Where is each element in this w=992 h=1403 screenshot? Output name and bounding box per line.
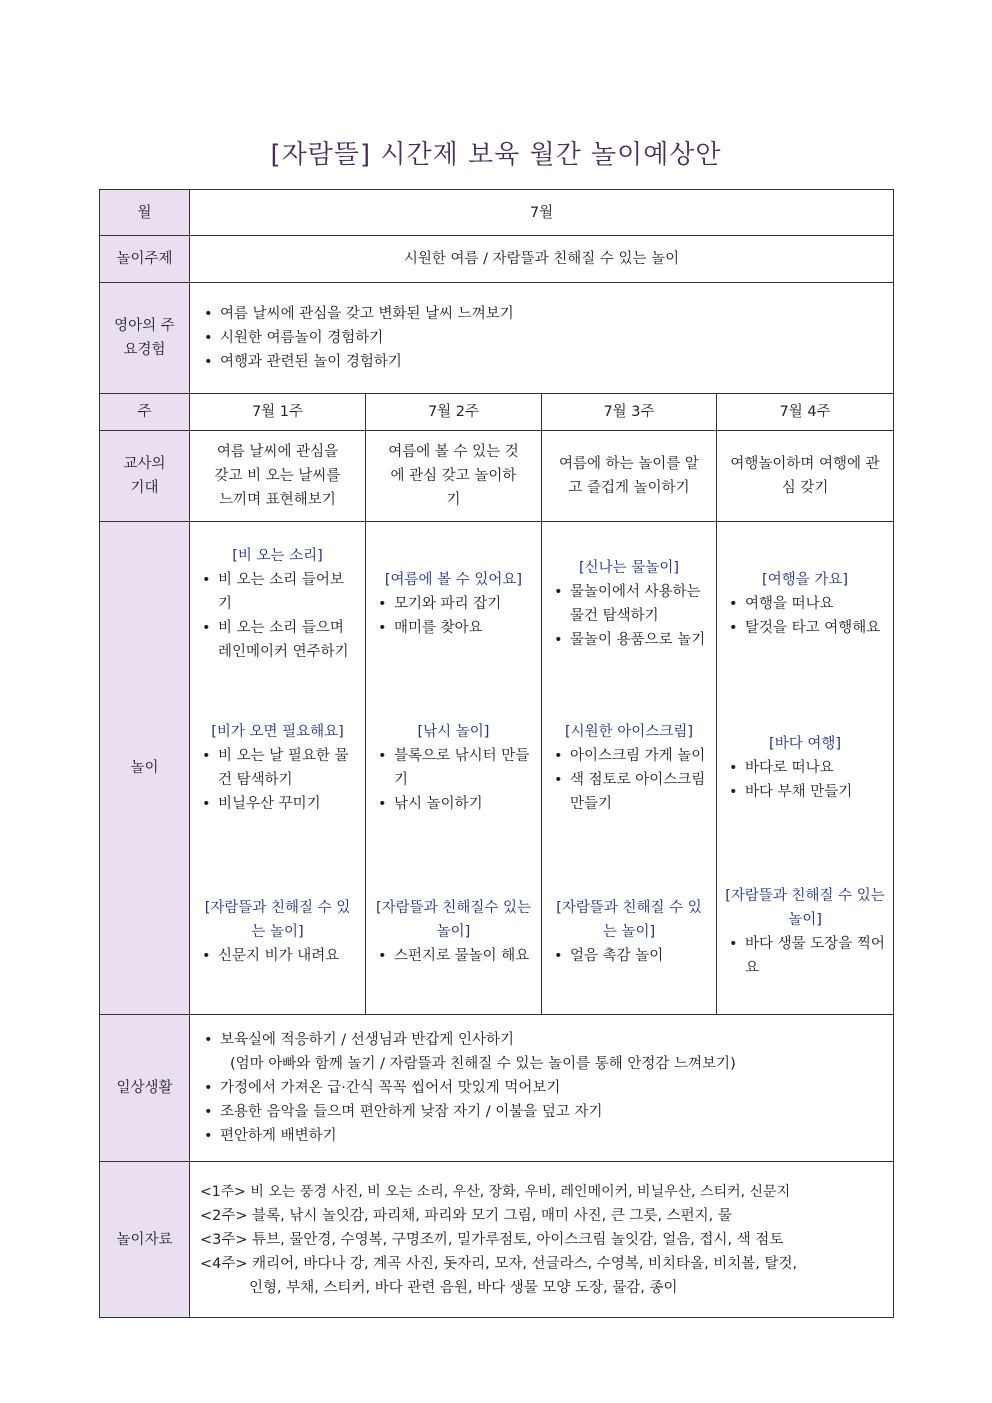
play-block	[542, 522, 716, 686]
play-title: [여름에 볼 수 있어요]	[384, 572, 523, 588]
expectation-row	[100, 431, 894, 522]
play-list	[198, 944, 357, 968]
list-item: • 여행을 떠나요	[725, 592, 885, 616]
list-item: • 얼음 촉감 놀이	[550, 944, 708, 968]
play-block	[190, 686, 365, 850]
materials-week-4: <4주> 캐리어, 바다나 강, 계곡 사진, 돗자리, 모자, 선글라스, 수영복, 비치타올, 비치볼, 탈것,	[200, 1255, 798, 1272]
expectation-week-4: 여행놀이하며 여행에 관심 갖기	[717, 431, 894, 522]
materials-week-2: <2주> 블록, 낚시 놀잇감, 파리채, 파리와 모기 그림, 매미 사진, 큰 그릇, 스펀지, 물	[200, 1207, 732, 1224]
materials-label: 놀이자료	[100, 1162, 190, 1318]
play-list	[198, 744, 357, 816]
week-header-1: 7월 1주	[190, 394, 366, 431]
page-title: [자람뜰] 시간제 보육 월간 놀이예상안	[270, 140, 722, 170]
list-item: • 편안하게 배변하기	[200, 1124, 883, 1148]
play-week-1	[190, 522, 366, 1015]
play-list	[550, 744, 708, 816]
play-list	[374, 592, 533, 640]
play-block	[366, 686, 541, 850]
plan-table	[99, 189, 894, 1318]
play-list	[550, 944, 708, 968]
play-title: [바다 여행]	[769, 736, 841, 752]
list-item: • 탈것을 타고 여행해요	[725, 616, 885, 640]
experience-list	[200, 302, 883, 374]
daily-label: 일상생활	[100, 1015, 190, 1162]
list-item: • 블록으로 낚시터 만들기	[374, 744, 533, 792]
play-list	[550, 580, 708, 652]
list-item: • 색 점토로 아이스크림 만들기	[550, 768, 708, 816]
play-row	[100, 522, 894, 1015]
list-item: • 물놀이에서 사용하는 물건 탐색하기	[550, 580, 708, 628]
list-item: • 비 오는 소리 들어보기	[198, 568, 357, 616]
play-title: [여행을 가요]	[762, 572, 848, 588]
list-item: • 낚시 놀이하기	[374, 792, 533, 816]
materials-week-1: <1주> 비 오는 풍경 사진, 비 오는 소리, 우산, 장화, 우비, 레인메이커, 비닐우산, 스티커, 신문지	[200, 1183, 791, 1200]
list-item: • 비 오는 소리 들으며 레인메이커 연주하기	[198, 616, 357, 664]
theme-row	[100, 236, 894, 283]
materials-week-3: <3주> 튜브, 물안경, 수영복, 구명조끼, 밀가루점토, 아이스크림 놀잇감, 얼음, 접시, 색 점토	[200, 1231, 784, 1248]
month-row	[100, 190, 894, 236]
list-item: • 스펀지로 물놀이 해요	[374, 944, 533, 968]
play-title: [낚시 놀이]	[417, 724, 490, 740]
theme-label: 놀이주제	[100, 236, 190, 283]
week-header-3: 7월 3주	[542, 394, 717, 431]
expectation-week-1: 여름 날씨에 관심을 갖고 비 오는 날씨를 느끼며 표현해보기	[190, 431, 366, 522]
list-item: • 가정에서 가져온 급·간식 꼭꼭 씹어서 맛있게 먹어보기	[200, 1076, 883, 1100]
play-list	[725, 932, 885, 980]
play-title: [시원한 아이스크림]	[565, 724, 693, 740]
play-list	[725, 592, 885, 640]
month-label: 월	[100, 190, 190, 236]
experience-content	[190, 283, 894, 394]
play-title: [자람뜰과 친해질 수 있는 놀이]	[204, 900, 351, 940]
theme-value: 시원한 여름 / 자람뜰과 친해질 수 있는 놀이	[190, 236, 894, 283]
play-label: 놀이	[100, 522, 190, 1015]
play-block	[190, 850, 365, 1014]
daily-subtext: (엄마 아빠와 함께 놀기 / 자람뜰과 친해질 수 있는 놀이를 통해 안정감 느껴보기)	[230, 1056, 736, 1072]
play-block	[717, 686, 893, 850]
play-block	[717, 850, 893, 1014]
play-block	[542, 850, 716, 1014]
weeks-row	[100, 394, 894, 431]
list-item: • 비닐우산 꾸미기	[198, 792, 357, 816]
materials-content	[190, 1162, 894, 1318]
play-list	[374, 944, 533, 968]
daily-row	[100, 1015, 894, 1162]
week-header-2: 7월 2주	[366, 394, 542, 431]
list-item: • 아이스크림 가게 놀이	[550, 744, 708, 768]
week-header-4: 7월 4주	[717, 394, 894, 431]
experience-row	[100, 283, 894, 394]
play-list	[725, 756, 885, 804]
materials-week-4-continued: 인형, 부채, 스티커, 바다 관련 음원, 바다 생물 모양 도장, 물감, 종이	[249, 1279, 678, 1296]
play-block	[366, 522, 541, 686]
materials-row	[100, 1162, 894, 1318]
list-item: • 모기와 파리 잡기	[374, 592, 533, 616]
expectation-week-3: 여름에 하는 놀이를 알고 즐겁게 놀이하기	[542, 431, 717, 522]
list-item: • 바다로 떠나요	[725, 756, 885, 780]
daily-list	[200, 1028, 883, 1052]
list-item: • 매미를 찾아요	[374, 616, 533, 640]
play-title: [신나는 물놀이]	[579, 560, 679, 576]
play-title: [비가 오면 필요해요]	[211, 724, 344, 740]
daily-list	[200, 1076, 883, 1148]
play-list	[198, 568, 357, 664]
list-item: • 시원한 여름놀이 경험하기	[200, 326, 883, 350]
list-item: • 바다 생물 도장을 찍어요	[725, 932, 885, 980]
list-item: • 보육실에 적응하기 / 선생님과 반갑게 인사하기	[200, 1028, 883, 1052]
list-item: • 바다 부채 만들기	[725, 780, 885, 804]
play-title: [비 오는 소리]	[232, 548, 323, 564]
daily-content	[190, 1015, 894, 1162]
list-item: • 여행과 관련된 놀이 경험하기	[200, 350, 883, 374]
list-item: • 비 오는 날 필요한 물건 탐색하기	[198, 744, 357, 792]
list-item: • 신문지 비가 내려요	[198, 944, 357, 968]
play-title: [자람뜰과 친해질수 있는 놀이]	[376, 900, 531, 940]
play-week-3	[542, 522, 717, 1015]
play-week-2	[366, 522, 542, 1015]
experience-label: 영아의 주요경험	[100, 283, 190, 394]
expectation-week-2: 여름에 볼 수 있는 것에 관심 갖고 놀이하기	[366, 431, 542, 522]
list-item: • 물놀이 용품으로 놀기	[550, 628, 708, 652]
play-week-4	[717, 522, 894, 1015]
play-block	[542, 686, 716, 850]
play-block	[366, 850, 541, 1014]
weeks-label: 주	[100, 394, 190, 431]
list-item: • 여름 날씨에 관심을 갖고 변화된 날씨 느껴보기	[200, 302, 883, 326]
list-item: • 조용한 음악을 들으며 편안하게 낮잠 자기 / 이불을 덮고 자기	[200, 1100, 883, 1124]
expectation-label: 교사의 기대	[100, 431, 190, 522]
play-title: [자람뜰과 친해질 수 있는 놀이]	[556, 900, 702, 940]
month-value: 7월	[190, 190, 894, 236]
play-title: [자람뜰과 친해질 수 있는 놀이]	[725, 888, 885, 928]
play-block	[190, 522, 365, 686]
play-block	[717, 522, 893, 686]
play-list	[374, 744, 533, 816]
